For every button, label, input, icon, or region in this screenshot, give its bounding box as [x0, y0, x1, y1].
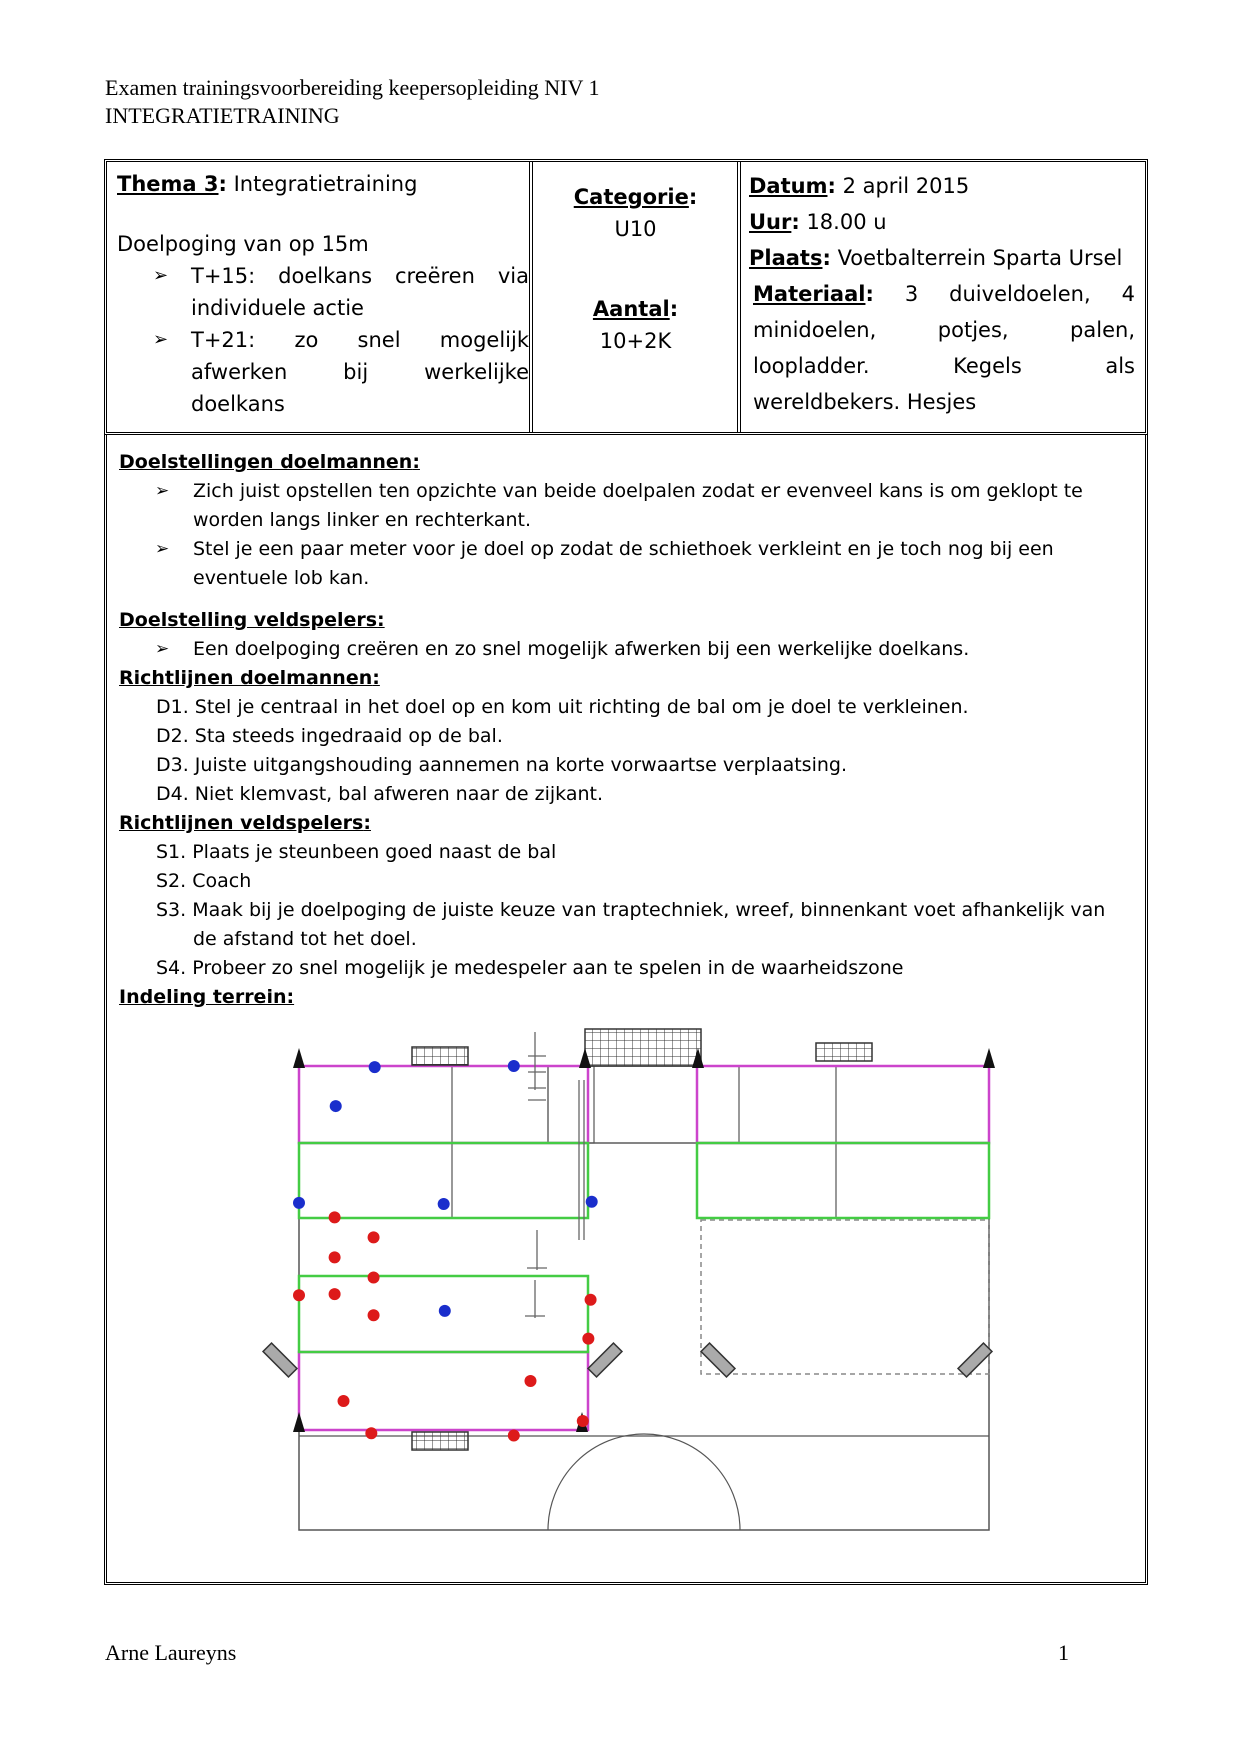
thema-line: Thema 3: Integratietraining: [117, 172, 418, 196]
list-item: D3. Juiste uitgangshouding aannemen na korte vorwaartse verplaatsing.: [156, 754, 848, 776]
list-item: ➢ Stel je een paar meter voor je doel op zodat de schiethoek verkleint en je toch nog bij een eventuele lob kan.: [119, 535, 1129, 593]
materiaal-line: Materiaal: 3 duiveldoelen, 4 minidoelen, potjes, palen, loopladder. Kegels als wereldbekers. Hesjes: [753, 282, 1135, 414]
list-item: S3. Maak bij je doelpoging de juiste keuze van traptechniek, wreef, binnenkant voet afhankelijk van: [156, 899, 1106, 921]
categorie-cell: [533, 162, 734, 432]
arrow-bullet-icon: ➢: [153, 329, 169, 350]
header-line-2: INTEGRATIETRAINING: [105, 103, 340, 128]
page-number: 1: [1058, 1640, 1069, 1665]
page-header: [105, 74, 599, 130]
categorie-line: Categorie:: [573, 185, 698, 209]
list-item: de afstand tot het doel.: [193, 928, 417, 950]
section-title-doelstellingen-doelmannen: Doelstellingen doelmannen:: [119, 451, 420, 473]
list-item: ➢ Zich juist opstellen ten opzichte van beide doelpalen zodat er evenveel kans is om geklopt te worden langs linker en rechterkant.: [119, 477, 1129, 535]
main-content-box: [104, 435, 1148, 1585]
list-item: S4. Probeer zo snel mogelijk je medespeler aan te spelen in de waarheidszone: [156, 957, 904, 979]
arrow-bullet-icon: ➢: [155, 639, 170, 659]
list-item: S2. Coach: [156, 870, 252, 892]
aantal-value: 10+2K: [599, 329, 672, 353]
uur-line: Uur: 18.00 u: [749, 210, 887, 234]
section-title-indeling-terrein: Indeling terrein:: [119, 986, 295, 1008]
list-item: D4. Niet klemvast, bal afweren naar de zijkant.: [156, 783, 604, 805]
list-item: S1. Plaats je steunbeen goed naast de bal: [156, 841, 557, 863]
thema-bullet-2: ➢ T+21: zo snel mogelijk afwerken bij werkelijke doelkans: [117, 324, 529, 420]
arrow-bullet-icon: ➢: [153, 265, 169, 286]
thema-value: Integratietraining: [226, 172, 418, 196]
footer-author: Arne Laureyns: [105, 1640, 237, 1665]
header-line-1: Examen trainingsvoorbereiding keepersopleiding NIV 1: [105, 75, 600, 100]
arrow-bullet-icon: ➢: [155, 539, 170, 559]
thema-bullet-1: ➢ T+15: doelkans creëren via individuele actie: [117, 260, 529, 324]
list-item: D2. Sta steeds ingedraaid op de bal.: [156, 725, 503, 747]
section-title-doelstelling-veldspelers: Doelstelling veldspelers:: [119, 609, 385, 631]
list-item: ➢ Een doelpoging creëren en zo snel mogelijk afwerken bij een werkelijke doelkans.: [119, 635, 1129, 664]
thema-subtitle: Doelpoging van op 15m: [117, 232, 369, 256]
list-item: D1. Stel je centraal in het doel op en kom uit richting de bal om je doel te verkleinen.: [156, 696, 969, 718]
datum-cell: [741, 162, 1151, 432]
section-title-richtlijnen-veldspelers: Richtlijnen veldspelers:: [119, 812, 371, 834]
section-title-richtlijnen-doelmannen: Richtlijnen doelmannen:: [119, 667, 380, 689]
arrow-bullet-icon: ➢: [155, 481, 170, 501]
datum-line: Datum: 2 april 2015: [749, 174, 970, 198]
info-table: [104, 159, 1148, 435]
thema-label: Thema 3: [117, 172, 219, 196]
aantal-line: Aantal:: [592, 297, 679, 321]
categorie-value: U10: [614, 217, 657, 241]
plaats-line: Plaats: Voetbalterrein Sparta Ursel: [749, 246, 1123, 270]
